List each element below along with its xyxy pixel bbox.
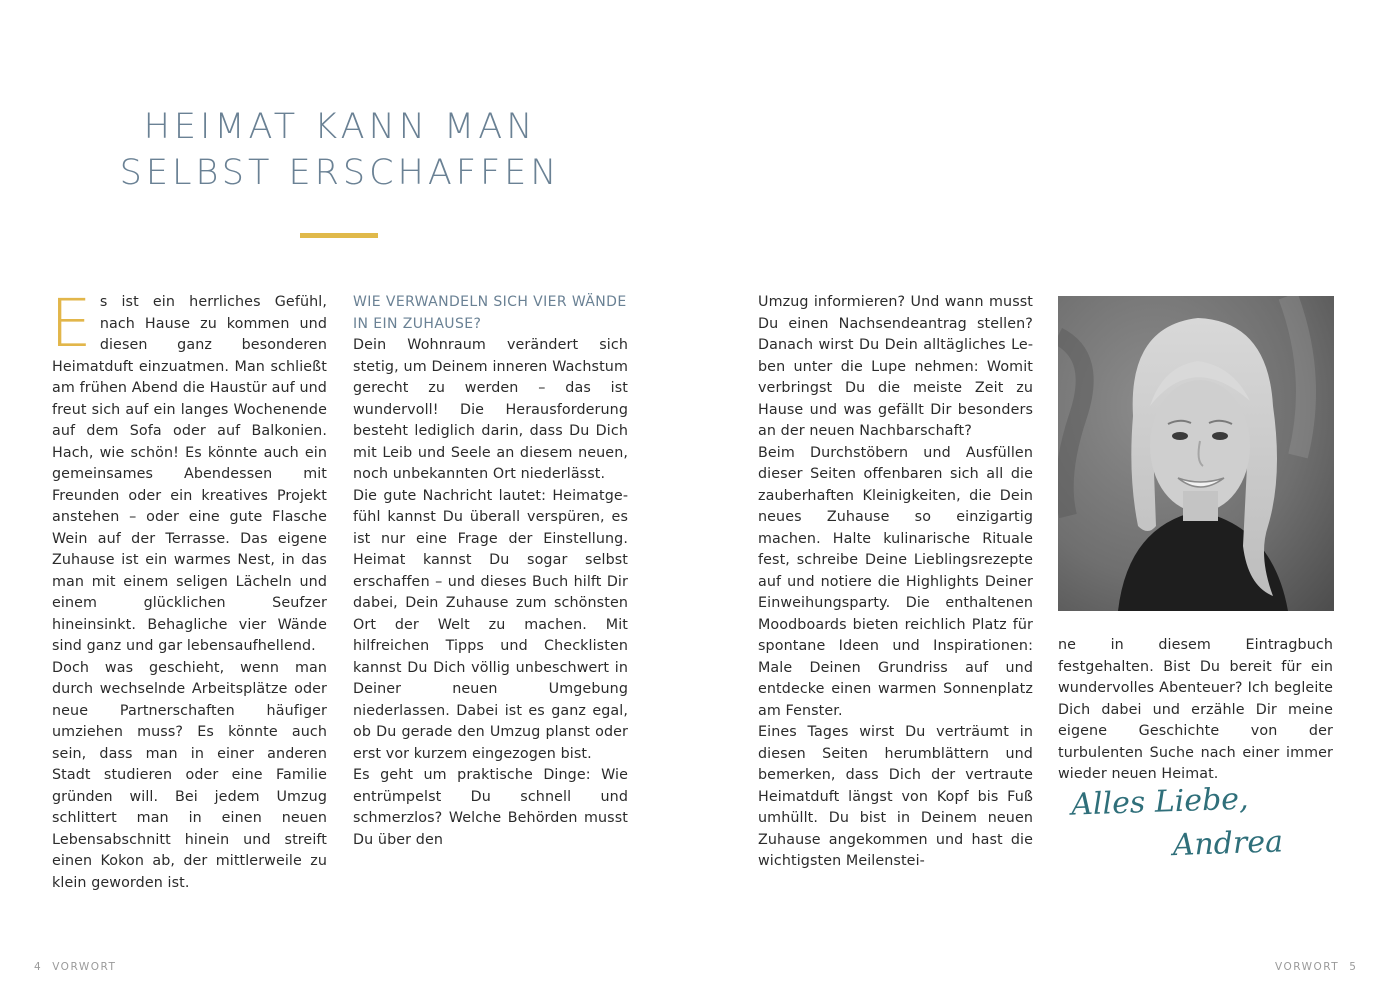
title-line-1: HEIMAT KANN MAN: [143, 107, 537, 147]
paragraph: Eines Tages wirst Du verträumt in diesen Seiten herumblättern und bemerken, dass Dich der vertraute Heimatduft längst von Kopf bis Fuß umhüllt. Du bist in Deinem neuen Zuhause angekommen und hast die wichtigsten Meilenstei-: [758, 724, 1033, 869]
drop-cap: E: [50, 285, 92, 362]
footer-left: [34, 961, 116, 973]
running-head-left: VORWORT: [52, 961, 117, 973]
section-subheading: WIE VERWANDELN SICH VIER WÄNDE IN EIN ZUHAUSE?: [353, 294, 627, 332]
paragraph: Es geht um praktische Dinge: Wie entrümpelst Du schnell und schmerzlos? Welche Behörden musst Du über den: [353, 767, 628, 848]
page-number-left: 4: [34, 961, 43, 973]
paragraph: Die gute Nachricht lautet: Heimatgefühl kannst Du überall verspüren, es ist nur eine Frage der Einstellung. Heimat kannst Du sogar selbst erschaffen – und dieses Buch hilft Dir dabei, Dein Zuhause zum schönsten Ort der Welt zu machen. Mit hilfreichen Tipps und Checklisten kannst Du Dich völlig unbeschwert in Deiner neuen Umgebung niederlassen. Dabei ist es ganz egal, ob Du gerade den Umzug planst oder erst vor kurzem eingezogen bist.: [353, 487, 628, 762]
paragraph: ne in diesem Eintragbuch festgehalten. Bist Du bereit für ein wundervolles Abenteuer? Ich begleite Dich dabei und erzähle Dir meine eigene Geschichte von der turbulenten Suche nach einer immer wieder neuen Heimat.: [1058, 637, 1333, 782]
text-column-3: [758, 292, 1033, 873]
running-head-right: VORWORT: [1275, 961, 1340, 973]
footer-right: [1275, 961, 1357, 973]
page-title: [60, 104, 620, 196]
author-portrait-photo: [1058, 296, 1334, 611]
text-column-1: [50, 285, 327, 894]
signature-line-2: Andrea: [1172, 824, 1284, 864]
paragraph: Doch was geschieht, wenn man durch wechselnde Arbeitsplätze oder neue Partnerschaften häufiger umziehen muss? Es könnte auch sein, dass man in einer anderen Stadt studieren oder eine Familie gründen will. Bei jedem Umzug schlittert man in einen neuen Lebensabschnitt hinein und streift einen Kokon ab, der mittlerweile zu klein geworden ist.: [52, 659, 327, 891]
paragraph: Umzug informieren? Und wann musst Du einen Nachsendeantrag stellen? Danach wirst Du Dein alltägliches Leben unter die Lupe nehmen: Womit verbringst Du die meiste Zeit zu Hause und was gefällt Dir besonders an der neuen Nachbarschaft?: [758, 294, 1033, 439]
paragraph: Beim Durchstöbern und Ausfüllen dieser Seiten offenbaren sich all die zauberhaften Kleinigkeiten, die Dein neues Zuhause so einzigartig machen. Halte kulinarische Rituale fest, schreibe Deine Lieblingsrezepte auf und notiere die Highlights Deiner Einweihungsparty. Die enthaltenen Moodboards bieten reichlich Platz für spontane Ideen und Inspirationen: Male Deinen Grundriss auf und entdecke einen warmen Sonnenplatz am Fenster.: [758, 444, 1033, 719]
title-line-2: SELBST ERSCHAFFEN: [119, 153, 561, 193]
title-underline-rule: [300, 233, 378, 238]
text-column-2: [353, 292, 628, 851]
signature-line-1: Alles Liebe,: [1070, 781, 1250, 823]
text-column-4: [1058, 635, 1333, 786]
paragraph: Dein Wohnraum verändert sich stetig, um Deinem inneren Wachstum gerecht zu werden – das ist wundervoll! Die Herausforderung besteht lediglich darin, dass Du Dich mit Leib und Seele an diesem neuen, noch unbekannten Ort niederlässt.: [353, 337, 628, 482]
handwritten-signature: [1071, 776, 1284, 871]
page-number-right: 5: [1349, 961, 1358, 973]
paragraph: s ist ein herrliches Gefühl, nach Hause zu kommen und diesen ganz besonderen Heimatduft einzuatmen. Man schließt am frühen Abend die Haustür auf und freut sich auf ein langes Wochenende auf dem Sofa oder auf Balkonien. Hach, wie schön! Es könnte auch ein gemeinsames Abendessen mit Freunden oder ein kreatives Projekt anstehen – oder eine gute Flasche Wein auf der Terrasse. Das eigene Zuhause ist ein warmes Nest, in das man mit einem seligen Lächeln und einem glücklichen Seufzer hineinsinkt. Behagliche vier Wände sind ganz und gar lebensaufhellend.: [52, 294, 327, 654]
